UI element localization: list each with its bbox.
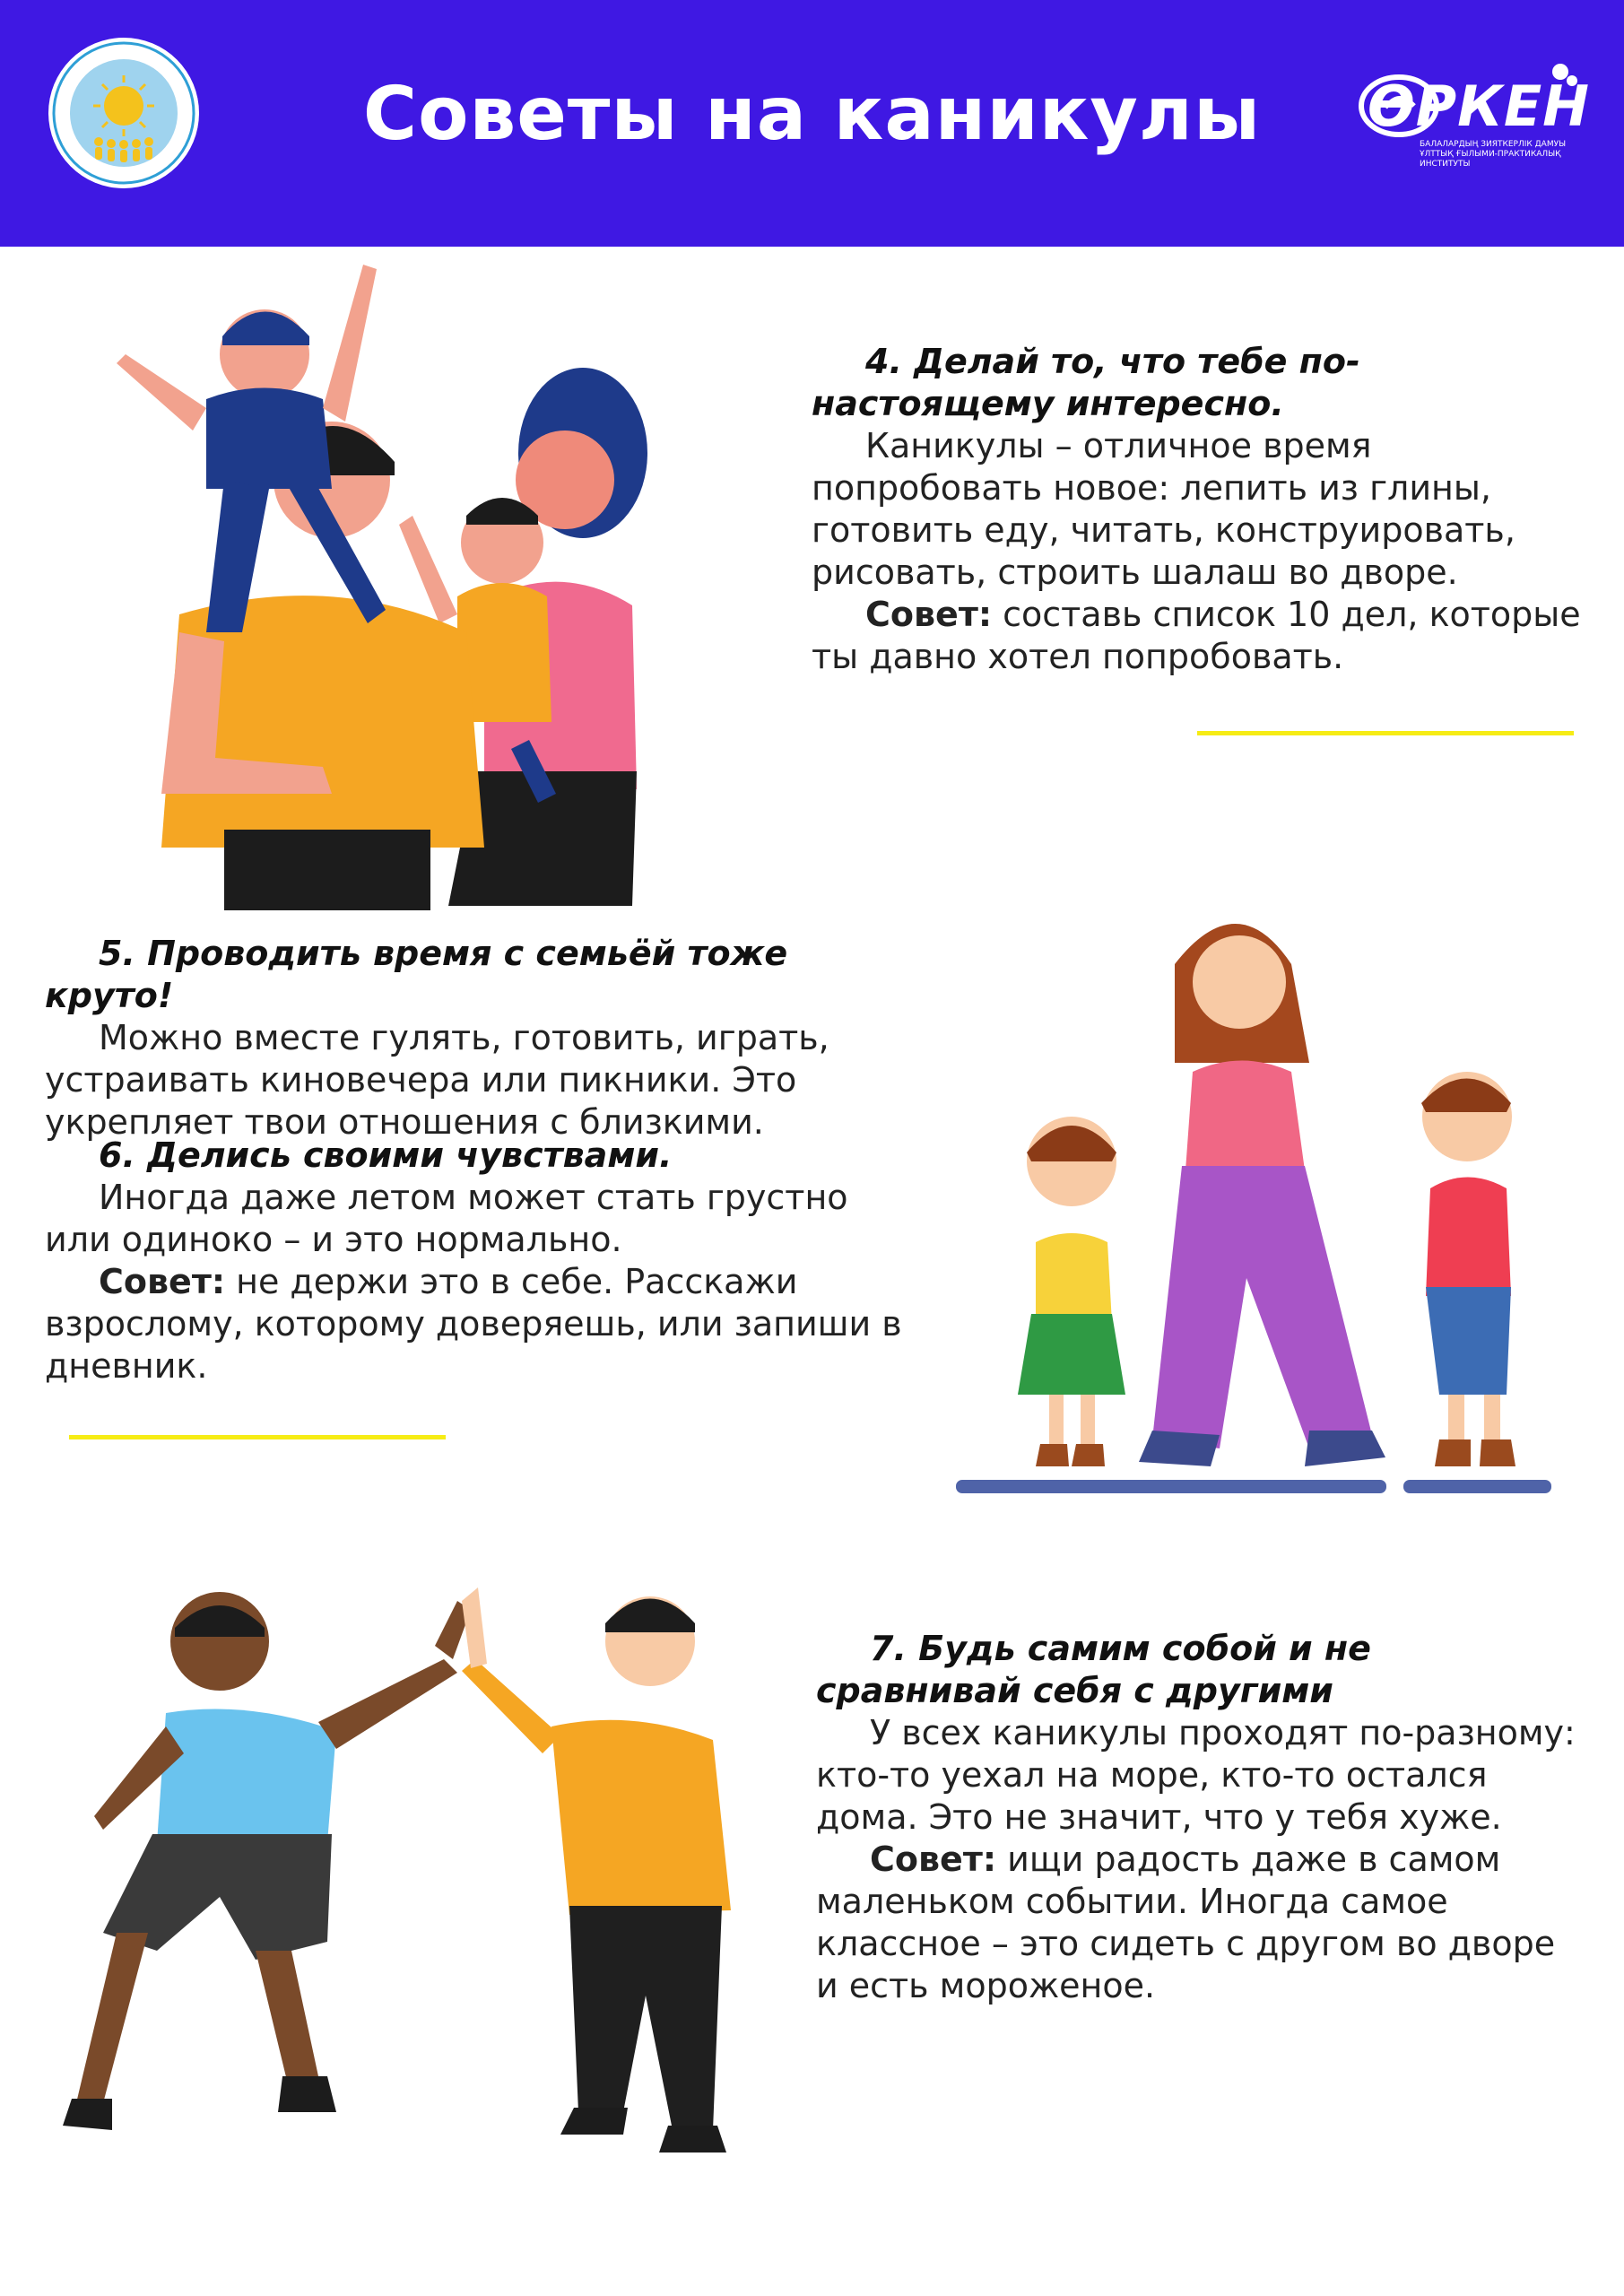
tip5-body: Можно вместе гулять, готовить, играть, устраивать киновечера или пикники. Это укрепляет твои отношения с близкими.	[45, 1018, 829, 1142]
orken-logo-text: ӨРКЕН	[1368, 74, 1591, 139]
orken-logo	[1359, 54, 1591, 169]
mother-children-illustration	[951, 892, 1560, 1507]
tip6-advice-text: не держи это в себе. Расскажи взрослому, которому доверяешь, или запиши в дневник.	[45, 1262, 902, 1386]
tip6-heading: 6. Делись своими чувствами.	[99, 1135, 673, 1175]
tip6-advice-label: Совет:	[99, 1262, 226, 1301]
tip7-advice-text: ищи радость даже в самом маленьком событии. Иногда самое классное – это сидеть с другом во дворе и есть мороженое.	[816, 1839, 1556, 2005]
tip4-heading: 4. Делай то, что тебе по-настоящему интересно.	[812, 342, 1360, 423]
tip4-body: Каникулы – отличное время попробовать новое: лепить из глины, готовить еду, читать, конструировать, рисовать, строить шалаш во дворе.	[812, 426, 1515, 592]
tip6-body: Иногда даже летом может стать грустно или одиноко – и это нормально.	[45, 1178, 848, 1259]
family-illustration	[108, 256, 655, 910]
tip5-heading: 5. Проводить время с семьёй тоже круто!	[45, 934, 788, 1015]
tip7-heading: 7. Будь самим собой и не сравнивай себя с другими	[816, 1629, 1371, 1710]
tip5	[45, 933, 906, 1144]
tip6-advice	[45, 1261, 906, 1387]
tip4	[812, 341, 1583, 678]
page-title: Советы на каникулы	[362, 72, 1262, 157]
tip7-body: У всех каникулы проходят по-разному: кто-то уехал на море, кто-то остался дома. Это не значит, что у тебя хуже.	[816, 1713, 1576, 1837]
orken-logo-subtitle: БАЛАЛАРДЫҢ ЗИЯТКЕРЛІК ДАМУЫ ҰЛТТЫҚ ҒЫЛЫМИ-ПРАКТИКАЛЫҚ ИНСТИТУТЫ	[1420, 140, 1567, 169]
tip4-advice	[812, 594, 1583, 678]
tip7-advice	[816, 1839, 1587, 2007]
high-five-illustration	[49, 1574, 749, 2166]
tip6	[45, 1135, 906, 1387]
tip4-advice-label: Совет:	[865, 595, 993, 634]
divider-line	[69, 1435, 446, 1439]
tip4-advice-text: составь список 10 дел, которые ты давно хотел попробовать.	[812, 595, 1581, 676]
tip7-advice-label: Совет:	[870, 1839, 997, 1879]
tip7	[816, 1628, 1587, 2007]
divider-line	[1197, 731, 1574, 735]
